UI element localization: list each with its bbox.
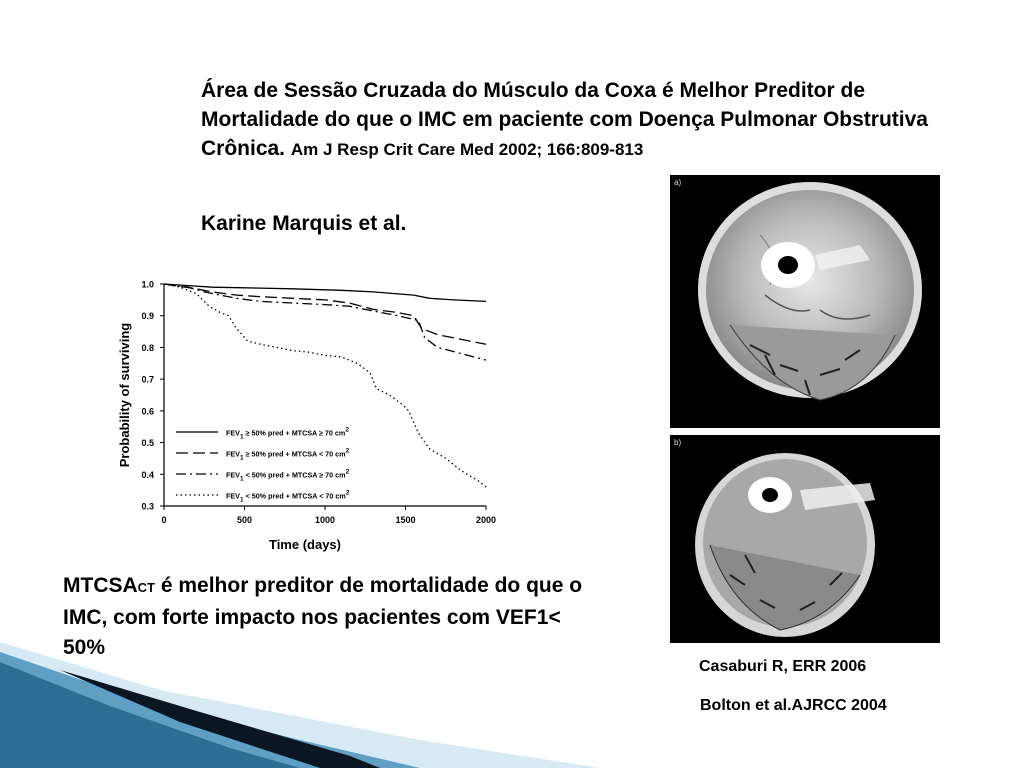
thigh-cross-section-b-image [670, 435, 940, 643]
y-tick-label: 0.3 [141, 501, 154, 512]
y-tick-label: 0.5 [141, 438, 154, 449]
slide-title [201, 76, 961, 164]
x-tick-label: 2000 [475, 515, 497, 525]
title-citation: Am J Resp Crit Care Med 2002; 166:809-813 [290, 140, 644, 159]
title-main: Área de Sessão Cruzada do Músculo da Coxa é Melhor Preditor de Mortalidade do que o IMC em paciente com Doença Pulmonar Obstrutiva Crônica. [201, 79, 928, 160]
survival-chart [112, 272, 497, 562]
conclusion-subscript: CT [137, 580, 156, 595]
y-tick-label: 0.7 [141, 374, 154, 385]
conclusion-text [63, 571, 603, 663]
ct-panel-a-label: a) [674, 178, 682, 187]
series-line [164, 284, 486, 301]
ct-panel-b-label: b) [674, 438, 682, 447]
x-tick-label: 0 [161, 515, 167, 525]
ct-scan-panel-b [670, 435, 940, 643]
y-tick-label: 0.6 [141, 406, 154, 417]
legend-entry: FEV1 ≥ 50% pred + MTCSA < 70 cm2 [226, 447, 350, 462]
x-axis-label: Time (days) [268, 537, 342, 552]
y-tick-label: 0.4 [141, 469, 154, 480]
y-tick-label: 0.8 [141, 342, 154, 353]
x-tick-label: 1500 [395, 515, 416, 525]
legend-entry: FEV1 ≥ 50% pred + MTCSA ≥ 70 cm2 [226, 426, 349, 441]
x-tick-label: 1000 [314, 515, 336, 525]
reference-casaburi: Casaburi R, ERR 2006 [699, 658, 867, 675]
legend-entry: FEV1 < 50% pred + MTCSA < 70 cm2 [226, 489, 350, 504]
reference-bolton: Bolton et al.AJRCC 2004 [700, 697, 887, 714]
thigh-cross-section-a-image [670, 175, 940, 428]
author-line: Karine Marquis et al. [201, 212, 407, 235]
y-tick-label: 0.9 [141, 311, 154, 322]
conclusion-main: MTCSA [63, 574, 138, 597]
ct-scan-panel-a [670, 175, 940, 428]
y-axis-label: Probability of surviving [117, 322, 132, 468]
x-tick-label: 500 [236, 515, 253, 525]
series-line [164, 284, 486, 360]
y-tick-label: 1.0 [141, 279, 154, 290]
legend-entry: FEV1 < 50% pred + MTCSA ≥ 70 cm2 [226, 468, 350, 483]
conclusion-rest: é melhor preditor de mortalidade do que o IMC, com forte impacto nos pacientes com VEF1< 50% [63, 574, 583, 659]
